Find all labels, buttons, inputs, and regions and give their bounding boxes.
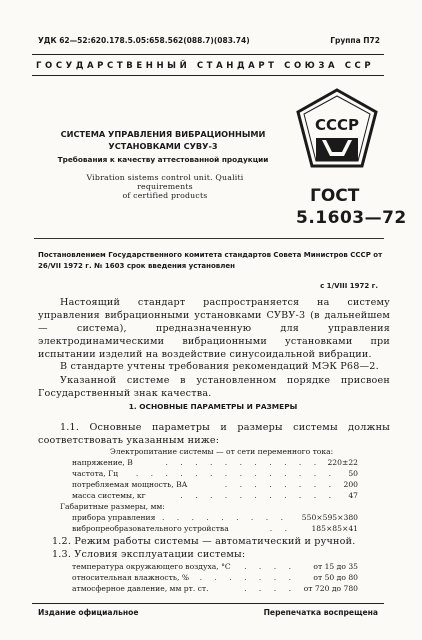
gost-label: ГОСТ [310, 186, 360, 206]
standard-heading: ГОСУДАРСТВЕННЫЙ СТАНДАРТ СОЮЗА ССР [36, 61, 375, 71]
condition-label: относительная влажность, % [72, 573, 190, 582]
param-row [72, 480, 358, 491]
official-edition-note: Издание официальное [38, 608, 139, 617]
top-rule [32, 54, 384, 55]
condition-row [72, 562, 358, 573]
param-label: вибропреобразовательного устройства [72, 524, 229, 533]
paragraph-1-2: 1.2. Режим работы системы — автоматический и ручной. [52, 536, 356, 547]
condition-row [72, 573, 358, 584]
decree-rule [34, 238, 384, 239]
state-quality-mark-icon [296, 88, 378, 170]
param-value: 550×595×380 [301, 513, 358, 522]
param-value: 185×85×41 [311, 524, 358, 533]
condition-label: атмосферное давление, мм рт. ст. [72, 584, 209, 593]
document-subtitle: Требования к качеству аттестованной продукции [57, 155, 269, 164]
english-title-line-2: of certified products [122, 191, 208, 200]
param-value: 50 [348, 469, 358, 478]
param-label: масса системы, кг [72, 491, 146, 500]
effective-date: с 1/VIII 1972 г. [320, 282, 378, 290]
group-code: Группа П72 [330, 36, 380, 45]
leader-dots: . . [269, 524, 292, 533]
condition-label: температура окружающего воздуха, °С [72, 562, 231, 571]
power-supply-heading: Электропитание системы — от сети переменного тока: [110, 447, 334, 456]
param-row [72, 491, 358, 502]
logo-text: СССР [314, 116, 360, 134]
paragraph-1-3: 1.3. Условия эксплуатации системы: [52, 549, 246, 560]
gost-number: 5.1603—72 [296, 208, 407, 228]
condition-value: от 15 до 35 [313, 562, 358, 571]
condition-value: от 720 до 780 [303, 584, 358, 593]
leader-dots: . . . . . . . . . . . [180, 491, 336, 500]
leader-dots: . . . . . . . . . [169, 573, 296, 582]
paragraph-iec: В стандарте учтены требования рекомендаций МЭК Р68—2. [60, 361, 379, 372]
param-row [72, 524, 358, 535]
param-value: 220±22 [327, 458, 358, 467]
condition-value: от 50 до 80 [313, 573, 358, 582]
param-label: прибора управления [72, 513, 156, 522]
top-rule-2 [32, 75, 384, 76]
leader-dots: . . . . . . . . [224, 480, 336, 489]
param-row [60, 502, 346, 513]
param-row [72, 458, 358, 469]
footer-rule [32, 603, 384, 604]
leader-dots: . . . . [244, 584, 296, 593]
param-label: потребляемая мощность, ВА [72, 480, 188, 489]
decree-text: Постановлением Государственного комитета стандартов Совета Министров СССР от 26/VII 1972 г. № 1603 срок введения установлен [38, 251, 383, 270]
leader-dots: . . . . . . . . . [161, 513, 288, 522]
condition-row [72, 584, 358, 595]
param-row [72, 469, 358, 480]
title-line-1: СИСТЕМА УПРАВЛЕНИЯ ВИБРАЦИОННЫМИ [60, 129, 266, 139]
paragraph-scope: Настоящий стандарт распространяется на систему управления вибрационными установками СУВУ-3 (в дальнейшем — система), предназначенную для управления электродинамическими вибрационными установками при испытании изделий на воздействие синусоидальной вибрации. [38, 297, 390, 360]
param-value: 47 [348, 491, 358, 500]
reprint-prohibited-note: Перепечатка воспрещена [263, 608, 378, 617]
section-heading: 1. ОСНОВНЫЕ ПАРАМЕТРЫ И РАЗМЕРЫ [128, 402, 298, 411]
leader-dots: . . . . . . . . . . . . . . [135, 469, 336, 478]
param-label: Габаритные размеры, мм: [60, 502, 165, 511]
document-title [48, 128, 278, 152]
leader-dots: . . . . [244, 562, 296, 571]
leader-dots: . . . . . . . . . . . . [165, 458, 336, 467]
title-line-2: УСТАНОВКАМИ СУВУ-3 [108, 141, 218, 151]
param-label: напряжение, В [72, 458, 133, 467]
udk-code: УДК 62—52:620.178.5.05:658.562(088.7)(083.74) [38, 36, 250, 45]
paragraph-quality-mark: Указанной системе в установленном порядке присвоен Государственный знак качества. [38, 375, 390, 399]
param-value: 200 [343, 480, 358, 489]
english-title [60, 173, 270, 200]
english-title-line-1: Vibration sistems control unit. Qualiti requirements [86, 173, 244, 191]
paragraph-1-1: 1.1. Основные параметры и размеры системы должны соответствовать указанным ниже: [38, 422, 390, 446]
param-row [72, 513, 358, 524]
param-label: частота, Гц [72, 469, 119, 478]
